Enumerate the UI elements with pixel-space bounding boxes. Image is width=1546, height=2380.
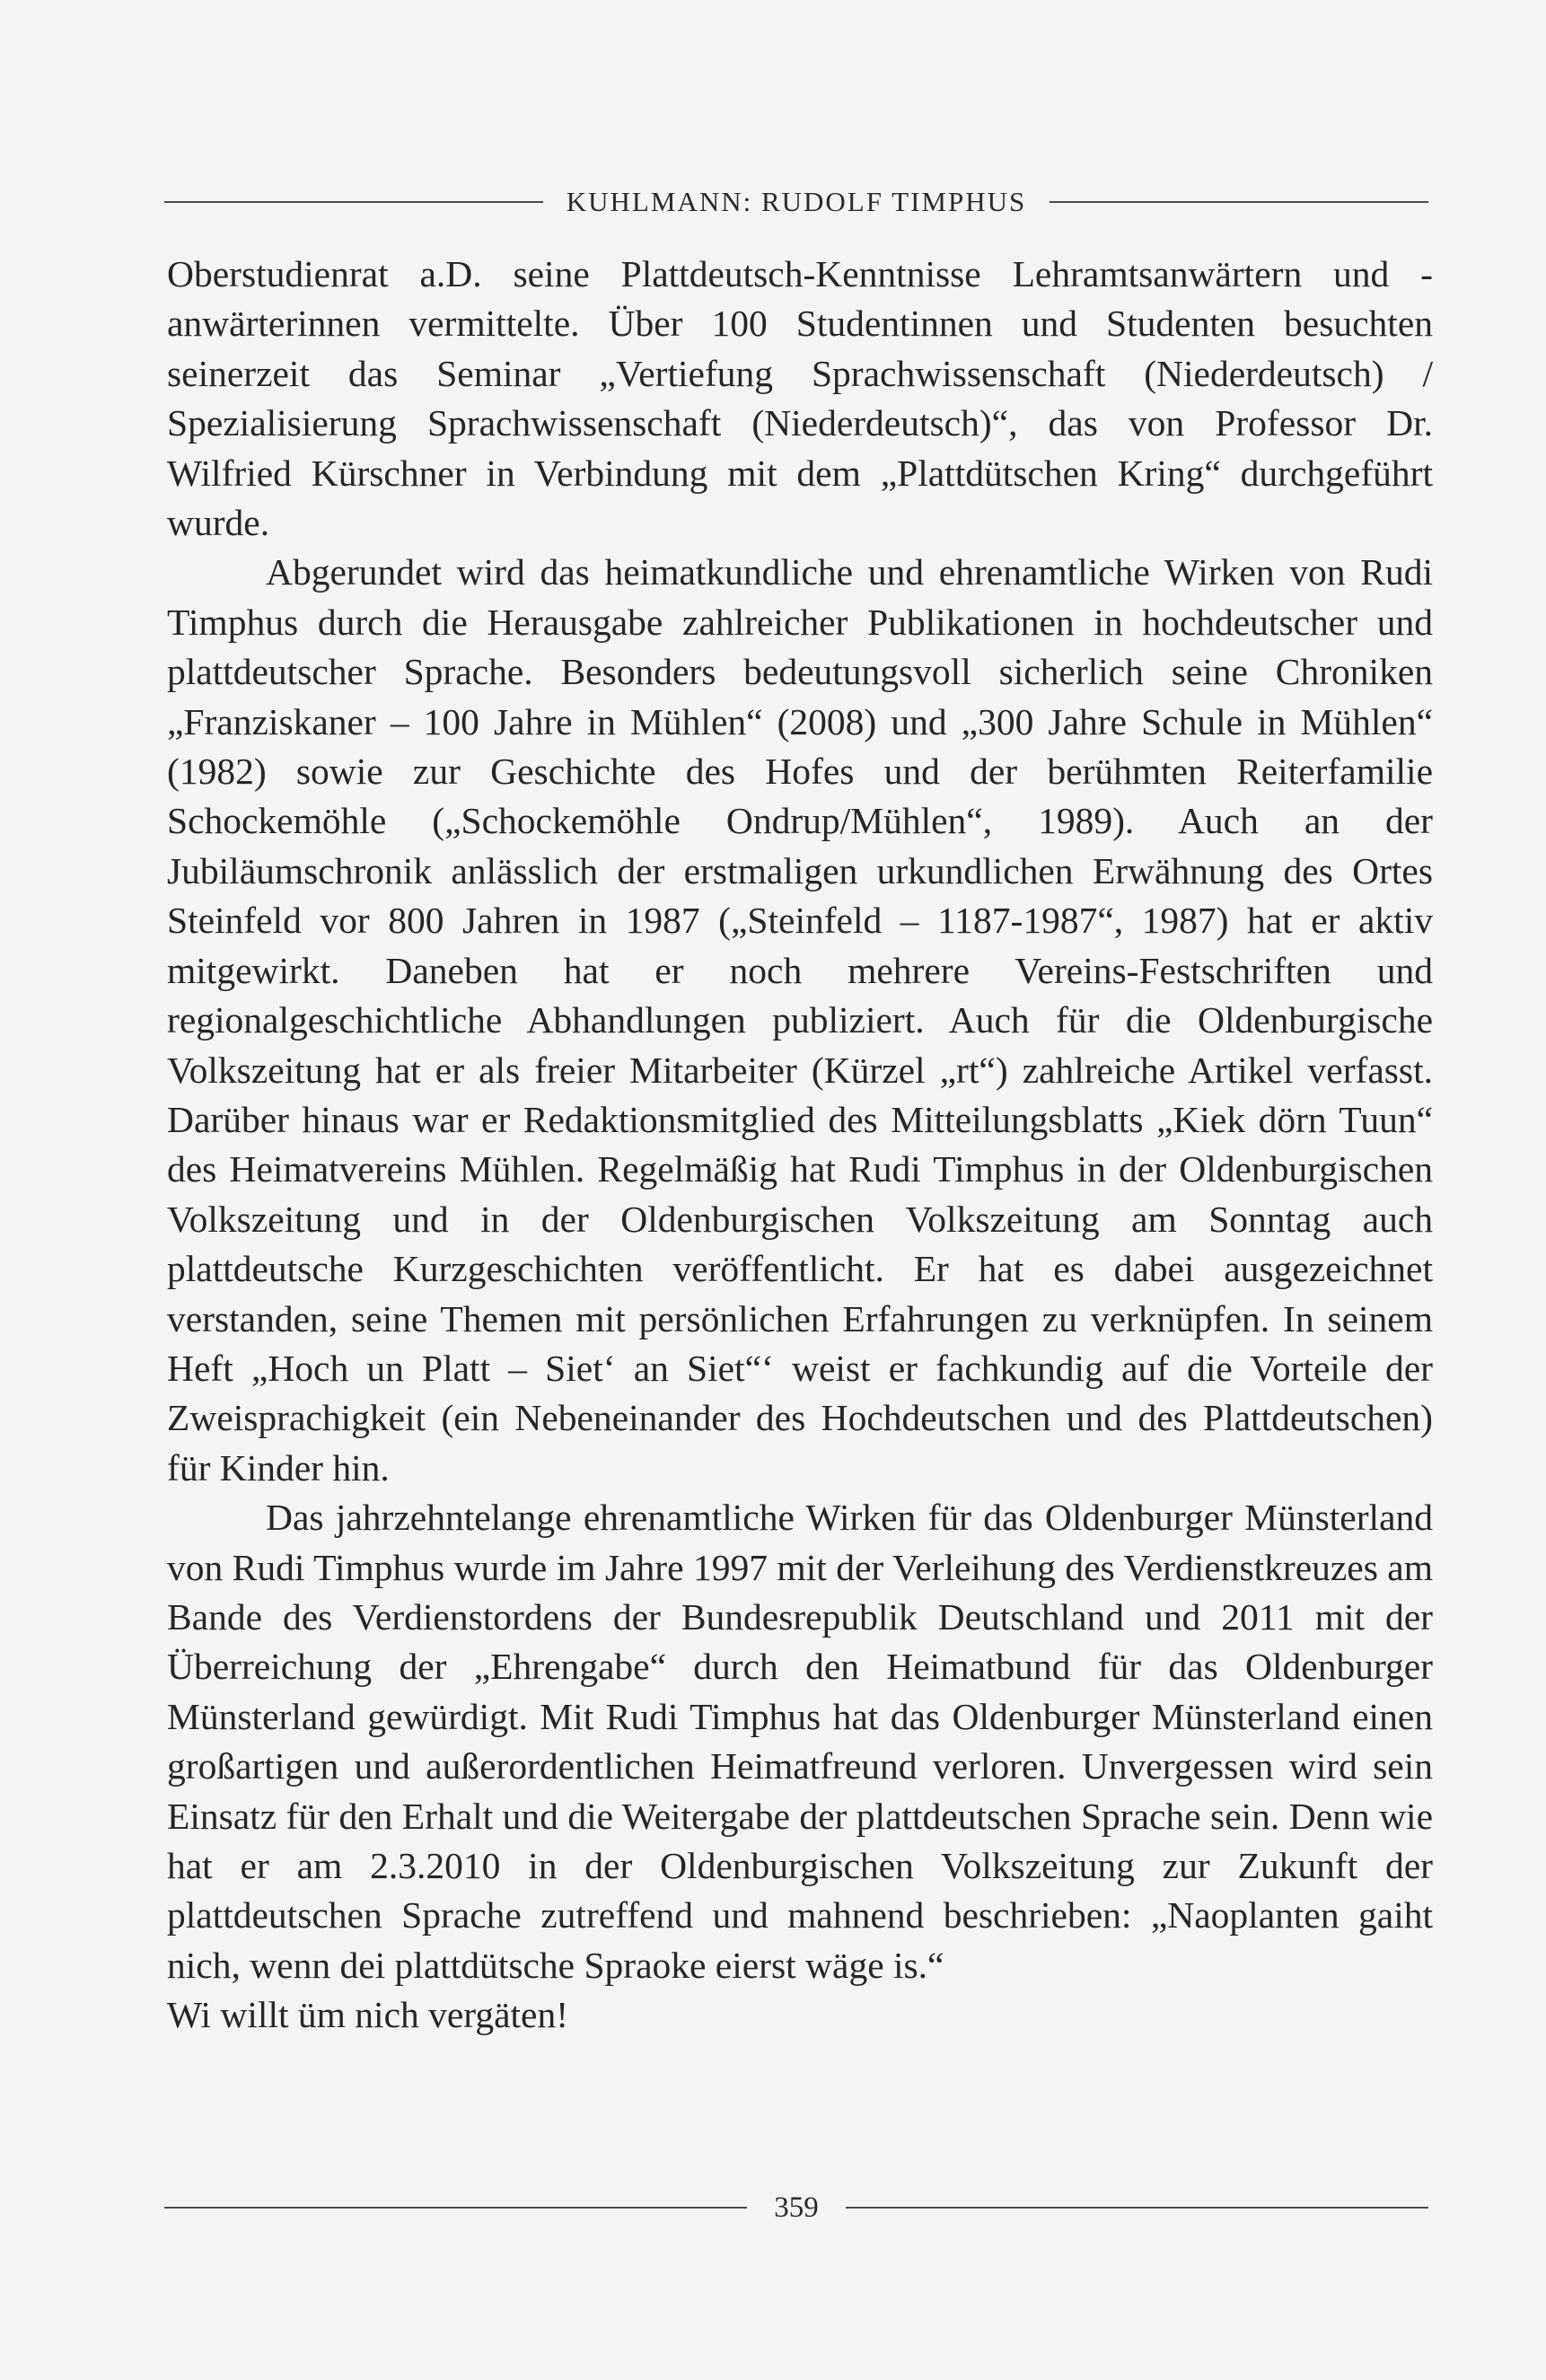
paragraph-publications: Abgerundet wird das heimatkundliche und ehrenamtliche Wirken von Rudi Timphus durch die Herausgabe zahlreicher Publikationen in hochdeutscher und plattdeutscher Sprache. Besonders bedeutungsvoll sicherlich seine Chroniken „Franziskaner – 100 Jahre in Mühlen“ (2008) und „300 Jahre Schule in Mühlen“ (1982) sowie zur Geschichte des Hofes und der berühmten Reiterfamilie Schockemöhle („Schockemöhle Ondrup/Mühlen“, 1989). Auch an der Jubiläumschronik anlässlich der erstmaligen urkundlichen Erwähnung des Ortes Steinfeld vor 800 Jahren in 1987 („Steinfeld – 1187-1987“, 1987) hat er aktiv mitgewirkt. Daneben hat er noch mehrere Vereins-Festschriften und regionalgeschichtliche Abhandlungen publiziert. Auch für die Oldenburgische Volkszeitung hat er als freier Mitarbeiter (Kürzel „rt“) zahlreiche Artikel verfasst. Darüber hinaus war er Redaktionsmitglied des Mitteilungsblatts „Kiek dörn Tuun“ des Heimatvereins Mühlen. Regelmäßig hat Rudi Timphus in der Oldenburgischen Volkszeitung und in der Oldenburgischen Volkszeitung am Sonntag auch plattdeutsche Kurzgeschichten veröffentlicht. Er hat es dabei ausgezeichnet verstanden, seine Themen mit persönlichen Erfahrungen zu verknüpfen. In seinem Heft „Hoch un Platt – Siet‘ an Siet“‘ weist er fachkundig auf die Vorteile der Zweisprachigkeit (ein Nebeneinander des Hochdeutschen und des Plattdeutschen) für Kinder hin. — [167, 551, 1433, 1489]
header-rule-right — [1050, 201, 1428, 203]
closing-line: Wi willt üm nich vergäten! — [167, 1994, 569, 2036]
footer-rule-right — [846, 2207, 1428, 2209]
running-header — [164, 180, 1428, 224]
page-number: 359 — [774, 2191, 819, 2224]
header-rule-left — [164, 201, 543, 203]
body-text — [167, 250, 1433, 2041]
footer-rule-left — [164, 2207, 747, 2209]
paragraph-honors: Das jahrzehntelange ehrenamtliche Wirken für das Oldenburger Münsterland von Rudi Timphus wurde im Jahre 1997 mit der Verleihung des Verdienstkreuzes am Bande des Verdienstordens der Bundesrepublik Deutschland und 2011 mit der Überreichung der „Ehrengabe“ durch den Heimatbund für das Oldenburger Münsterland gewürdigt. Mit Rudi Timphus hat das Oldenburger Münsterland einen großartigen und außerordentlichen Heimatfreund verloren. Unvergessen wird sein Einsatz für den Erhalt und die Weitergabe der plattdeutschen Sprache sein. Denn wie hat er am 2.3.2010 in der Oldenburgischen Volkszeitung zur Zukunft der plattdeutschen Sprache zutreffend und mahnend beschrieben: „Naoplanten gaiht nich, wenn dei plattdütsche Spraoke eierst wäge is.“ — [167, 1497, 1433, 1986]
page-footer — [164, 2185, 1428, 2230]
running-title: KUHLMANN: RUDOLF TIMPHUS — [566, 186, 1027, 217]
paragraph-continued: Oberstudienrat a.D. seine Plattdeutsch-Kenntnisse Lehramtsanwärtern und -anwärterinnen vermittelte. Über 100 Studentinnen und Studenten besuchten seinerzeit das Seminar „Vertiefung Sprachwissenschaft (Niederdeutsch) / Spezialisierung Sprachwissenschaft (Niederdeutsch)“, das von Professor Dr. Wilfried Kürschner in Verbindung mit dem „Plattdütschen Kring“ durchgeführt wurde. — [167, 253, 1433, 544]
